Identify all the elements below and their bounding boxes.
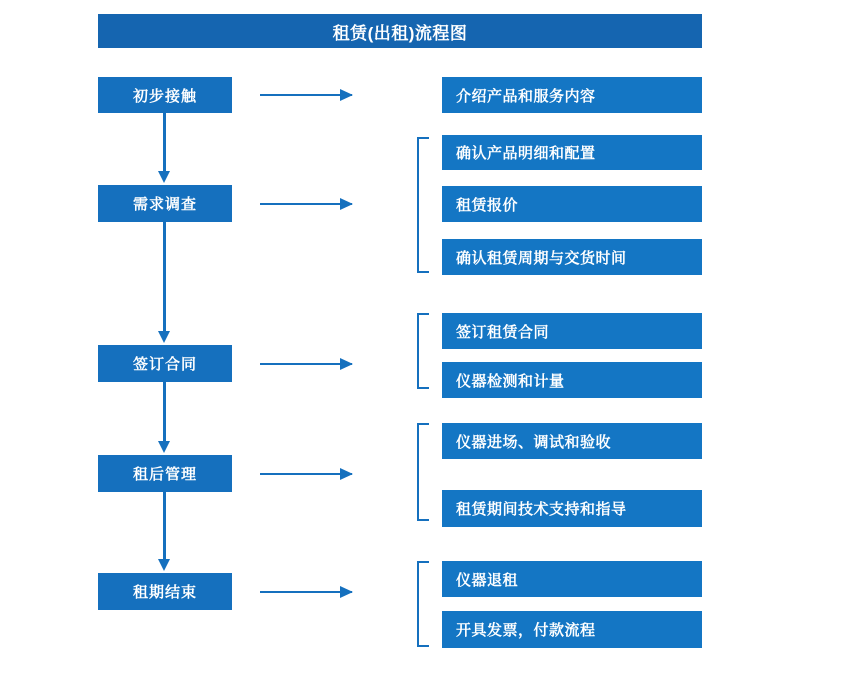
task-box-invoice-payment[interactable]: 开具发票，付款流程 xyxy=(442,611,702,648)
stage-box-sign-contract[interactable]: 签订合同 xyxy=(98,345,232,382)
task-box-rental-quotation[interactable]: 租赁报价 xyxy=(442,186,702,222)
connector-contract-to-management xyxy=(163,382,166,442)
connector-management-to-end xyxy=(163,492,166,560)
task-box-introduce-products[interactable]: 介绍产品和服务内容 xyxy=(442,77,702,113)
arrow-post-rental-management xyxy=(260,473,352,475)
bracket-end-tasks xyxy=(417,561,429,647)
task-box-instrument-onsite-commissioning[interactable]: 仪器进场、调试和验收 xyxy=(442,423,702,459)
diagram-title: 租赁(出租)流程图 xyxy=(98,14,702,48)
stage-box-requirement-survey[interactable]: 需求调查 xyxy=(98,185,232,222)
bracket-requirement-tasks xyxy=(417,137,429,273)
arrow-sign-contract xyxy=(260,363,352,365)
connector-initial-to-survey xyxy=(163,113,166,172)
bracket-management-tasks xyxy=(417,423,429,521)
arrow-rental-end xyxy=(260,591,352,593)
stage-box-post-rental-management[interactable]: 租后管理 xyxy=(98,455,232,492)
stage-box-initial-contact[interactable]: 初步接触 xyxy=(98,77,232,113)
task-box-confirm-period-delivery[interactable]: 确认租赁周期与交货时间 xyxy=(442,239,702,275)
arrow-requirement-survey xyxy=(260,203,352,205)
task-box-sign-rental-contract[interactable]: 签订租赁合同 xyxy=(442,313,702,349)
task-box-confirm-product-details[interactable]: 确认产品明细和配置 xyxy=(442,135,702,170)
connector-survey-to-contract xyxy=(163,222,166,332)
arrow-initial-contact xyxy=(260,94,352,96)
task-box-instrument-inspection[interactable]: 仪器检测和计量 xyxy=(442,362,702,398)
task-box-technical-support[interactable]: 租赁期间技术支持和指导 xyxy=(442,490,702,527)
stage-box-rental-end[interactable]: 租期结束 xyxy=(98,573,232,610)
task-box-instrument-return[interactable]: 仪器退租 xyxy=(442,561,702,597)
bracket-contract-tasks xyxy=(417,313,429,389)
